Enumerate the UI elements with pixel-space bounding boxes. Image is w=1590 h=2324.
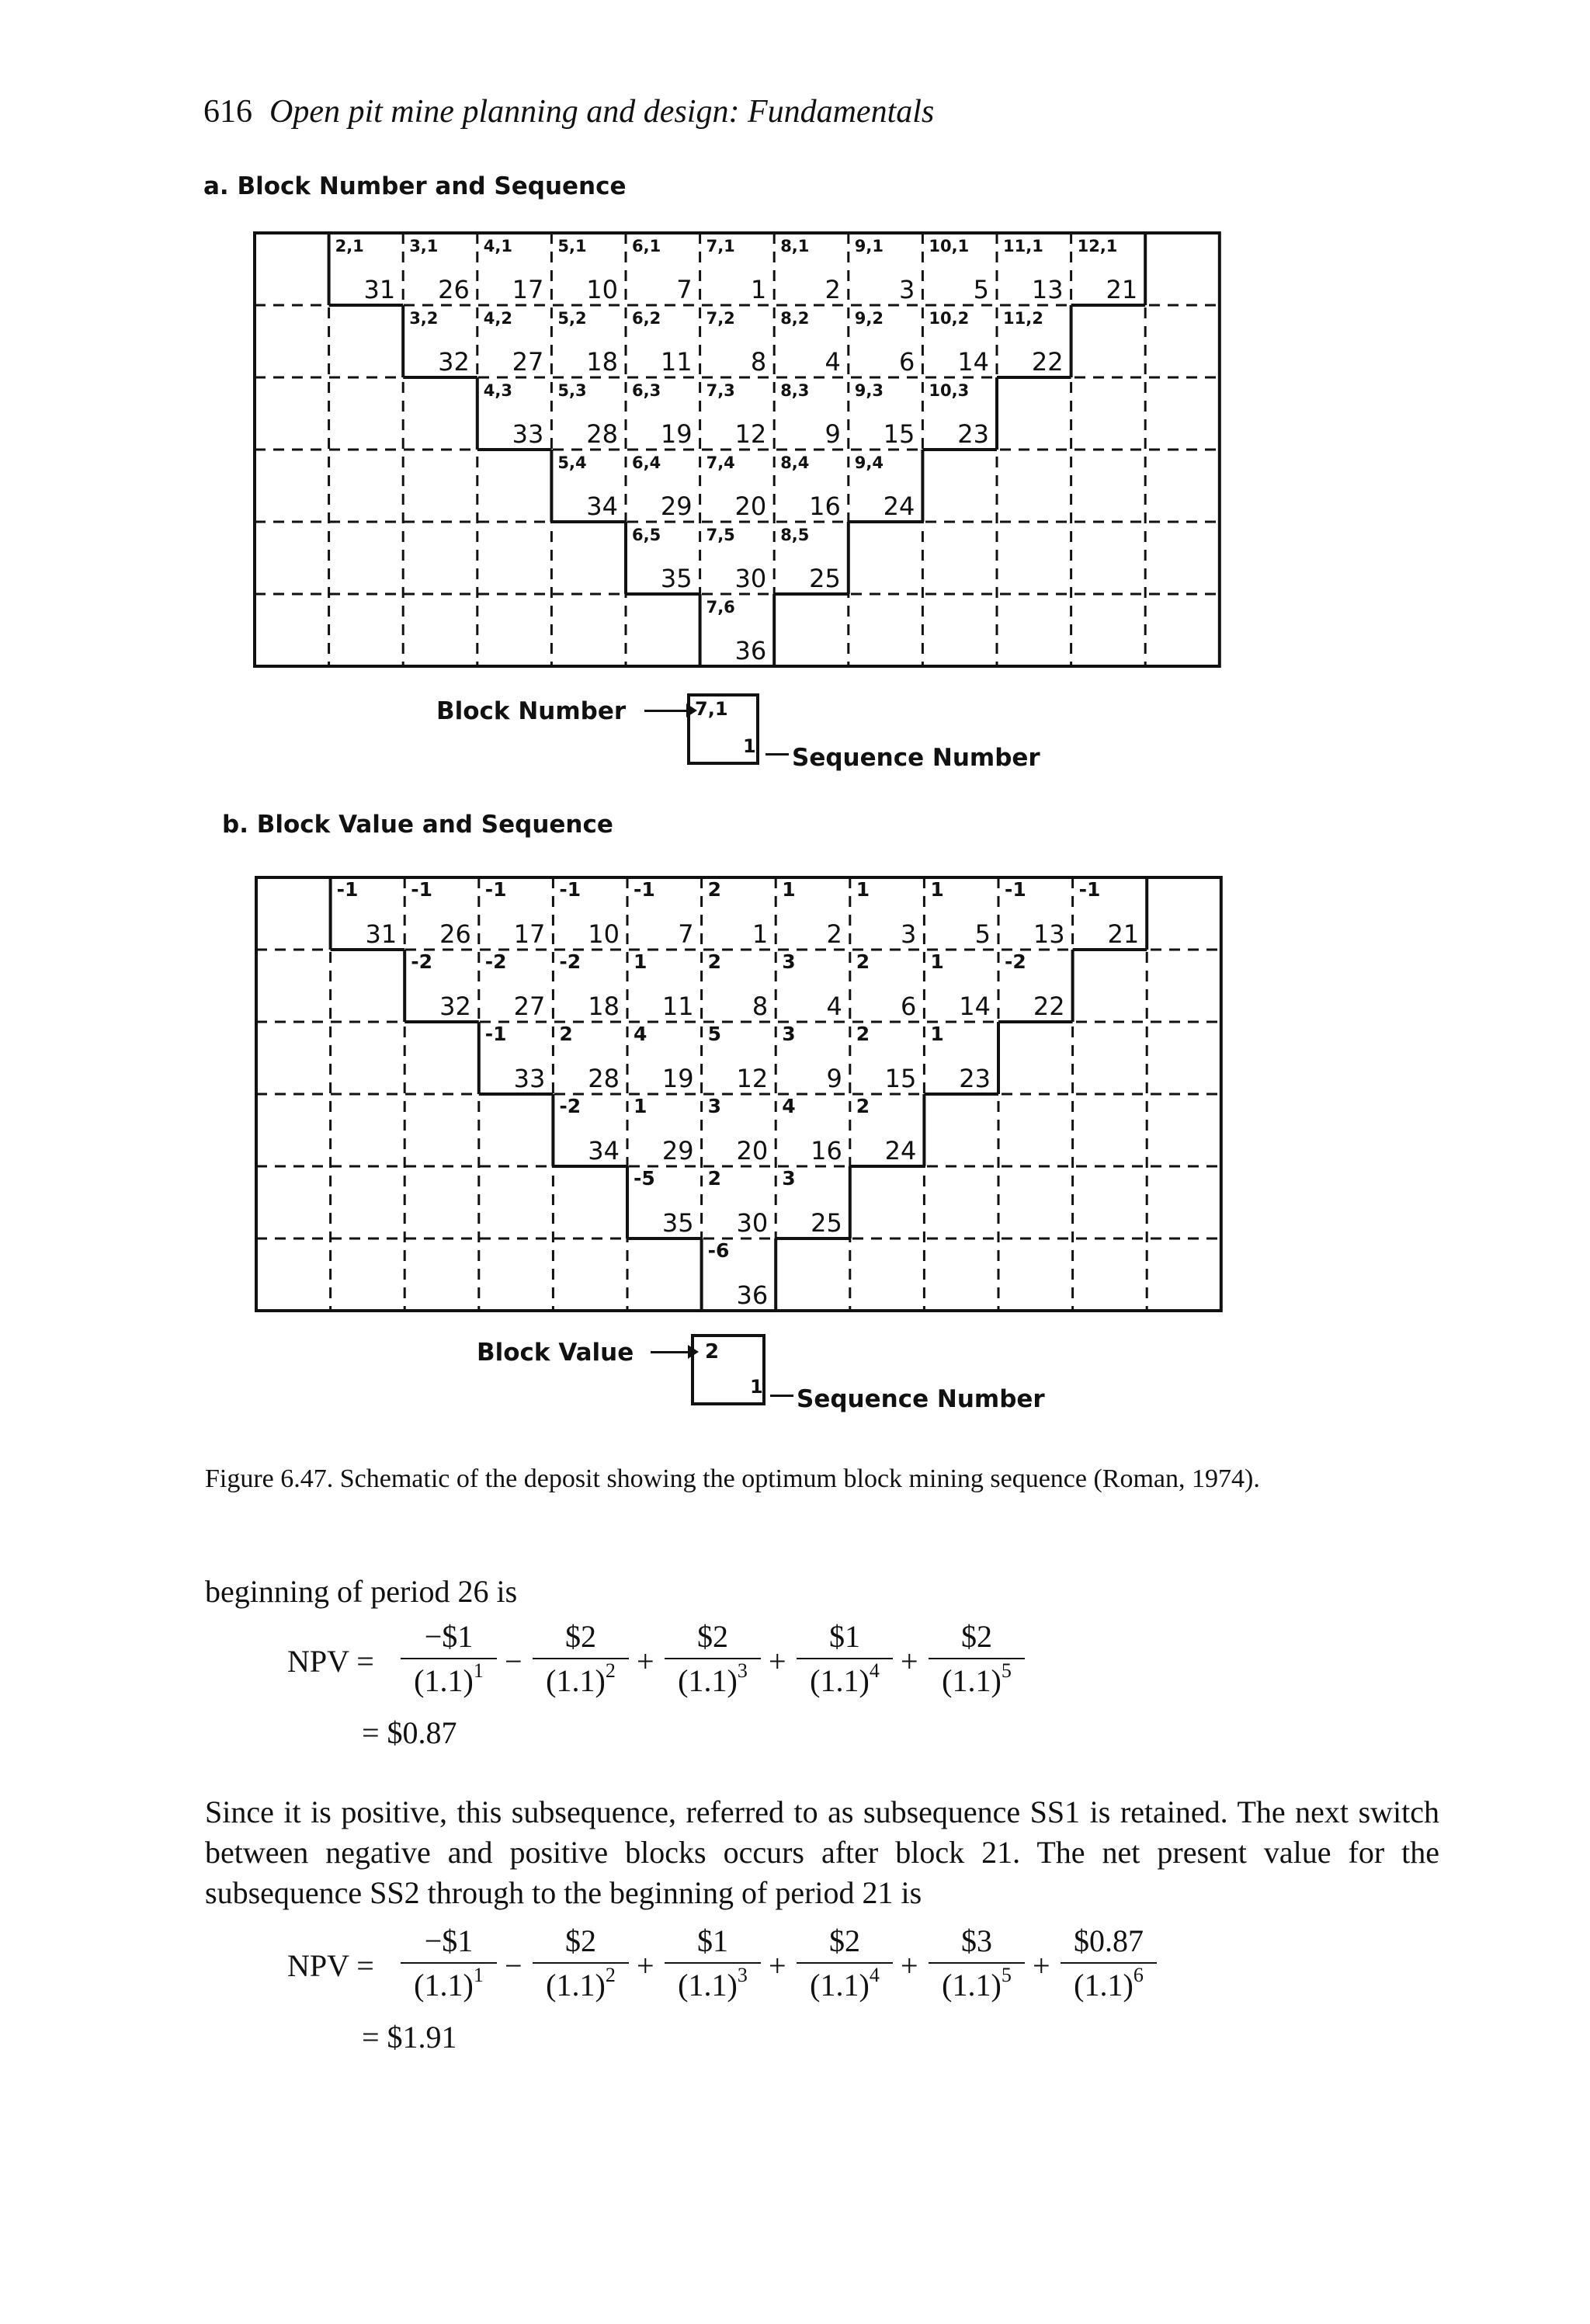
operator: + bbox=[769, 1644, 786, 1679]
npv-result: = $0.87 bbox=[362, 1715, 457, 1750]
block-sequence-label: 15 bbox=[883, 419, 915, 449]
legend-a-arrow2-shaft bbox=[765, 753, 789, 756]
block-id-label: 4,3 bbox=[483, 381, 513, 400]
block-sequence-label: 34 bbox=[588, 1136, 620, 1165]
block-sequence-label: 23 bbox=[957, 419, 989, 449]
operator: + bbox=[901, 1644, 918, 1679]
block-id-label: 6,4 bbox=[632, 453, 661, 472]
block-sequence-label: 31 bbox=[365, 919, 398, 949]
block-value-label: 1 bbox=[782, 878, 796, 901]
block-id-label: 7,1 bbox=[706, 237, 735, 255]
denominator: $(1.1)^1$ bbox=[414, 1964, 484, 2003]
block-sequence-label: 11 bbox=[660, 347, 693, 377]
block-sequence-label: 17 bbox=[513, 919, 546, 949]
block-value-label: 3 bbox=[782, 1167, 796, 1190]
block-id-label: 8,5 bbox=[780, 526, 810, 544]
block-sequence-label: 5 bbox=[974, 919, 991, 949]
block-id-label: 3,1 bbox=[409, 237, 439, 255]
block-sequence-label: 12 bbox=[734, 419, 767, 449]
block-sequence-label: 5 bbox=[973, 275, 989, 304]
block-id-label: 6,2 bbox=[632, 309, 661, 328]
block-sequence-label: 35 bbox=[660, 564, 693, 593]
block-sequence-label: 31 bbox=[363, 275, 396, 304]
block-id-label: 11,1 bbox=[1003, 237, 1043, 255]
block-sequence-label: 35 bbox=[661, 1208, 694, 1238]
block-id-label: 8,2 bbox=[780, 309, 810, 328]
block-value-label: 2 bbox=[856, 1023, 870, 1045]
fraction-term bbox=[665, 1618, 761, 1699]
block-value-label: -2 bbox=[411, 950, 432, 973]
block-sequence-label: 26 bbox=[438, 275, 470, 304]
operator: − bbox=[505, 1948, 522, 1983]
block-sequence-label: 8 bbox=[750, 347, 767, 377]
block-grid-a bbox=[255, 233, 1220, 666]
denominator: $(1.1)^2$ bbox=[546, 1659, 616, 1698]
block-sequence-label: 1 bbox=[752, 919, 769, 949]
block-value-label: 5 bbox=[707, 1023, 722, 1045]
block-value-label: 1 bbox=[634, 950, 647, 973]
block-sequence-label: 10 bbox=[588, 919, 620, 949]
operator: + bbox=[637, 1948, 654, 1983]
block-sequence-label: 20 bbox=[734, 492, 767, 521]
block-value-label: 1 bbox=[930, 1023, 944, 1045]
npv-lhs: NPV = bbox=[287, 1948, 374, 1983]
denominator: $(1.1)^3$ bbox=[678, 1659, 748, 1698]
block-id-label: 10,1 bbox=[929, 237, 970, 255]
block-sequence-label: 29 bbox=[661, 1136, 694, 1165]
block-sequence-label: 1 bbox=[750, 275, 767, 304]
legend-b-block-value: 2 bbox=[705, 1340, 720, 1363]
operator: + bbox=[1033, 1948, 1050, 1983]
block-id-label: 5,3 bbox=[557, 381, 587, 400]
block-sequence-label: 36 bbox=[734, 636, 767, 665]
block-id-label: 6,1 bbox=[632, 237, 661, 255]
block-id-label: 10,2 bbox=[929, 309, 970, 328]
block-value-label: 2 bbox=[707, 878, 722, 901]
legend-a-arrow-shaft bbox=[644, 710, 686, 712]
block-value-label: 2 bbox=[856, 950, 870, 973]
panel-b-title: b. Block Value and Sequence bbox=[222, 811, 613, 839]
numerator: $1 bbox=[697, 1923, 728, 1958]
legend-b-arrow2-shaft bbox=[770, 1395, 793, 1397]
block-id-label: 9,2 bbox=[854, 309, 884, 328]
fraction-term bbox=[1061, 1923, 1157, 2003]
block-id-label: 5,4 bbox=[557, 453, 587, 472]
numerator: $0.87 bbox=[1074, 1923, 1144, 1958]
block-sequence-label: 14 bbox=[957, 347, 989, 377]
block-value-label: -2 bbox=[559, 950, 581, 973]
block-sequence-label: 16 bbox=[811, 1136, 842, 1165]
block-id-label: 2,1 bbox=[335, 237, 364, 255]
block-value-label: 4 bbox=[782, 1095, 796, 1117]
block-value-label: -1 bbox=[559, 878, 581, 901]
block-sequence-label: 28 bbox=[588, 1064, 620, 1093]
block-sequence-label: 3 bbox=[899, 275, 915, 304]
block-sequence-label: 25 bbox=[809, 564, 841, 593]
block-value-label: 3 bbox=[782, 950, 796, 973]
block-id-label: 7,2 bbox=[706, 309, 735, 328]
block-sequence-label: 33 bbox=[513, 1064, 546, 1093]
block-value-label: -2 bbox=[1005, 950, 1026, 973]
fraction-term bbox=[929, 1923, 1025, 2003]
block-id-label: 6,5 bbox=[632, 526, 661, 544]
fraction-term bbox=[665, 1923, 761, 2003]
legend-b-sample-block bbox=[691, 1334, 765, 1405]
block-sequence-label: 18 bbox=[588, 992, 620, 1021]
legend-a-block-number-label: Block Number bbox=[436, 697, 627, 725]
block-value-label: -1 bbox=[336, 878, 359, 901]
block-sequence-label: 32 bbox=[439, 992, 471, 1021]
numerator: $2 bbox=[565, 1923, 596, 1958]
block-id-label: 9,4 bbox=[854, 453, 884, 472]
block-id-label: 8,3 bbox=[780, 381, 810, 400]
legend-a-block-id: 7,1 bbox=[695, 698, 728, 720]
numerator: $2 bbox=[829, 1923, 860, 1958]
fraction-term bbox=[401, 1923, 497, 2003]
block-sequence-label: 4 bbox=[826, 992, 842, 1021]
block-sequence-label: 32 bbox=[438, 347, 470, 377]
block-sequence-label: 6 bbox=[901, 992, 917, 1021]
block-id-label: 11,2 bbox=[1003, 309, 1043, 328]
fraction-term bbox=[533, 1923, 629, 2003]
block-id-label: 5,2 bbox=[557, 309, 587, 328]
block-sequence-label: 19 bbox=[660, 419, 693, 449]
block-sequence-label: 34 bbox=[586, 492, 618, 521]
block-sequence-label: 21 bbox=[1107, 919, 1140, 949]
block-value-label: -5 bbox=[634, 1167, 655, 1190]
block-value-label: -2 bbox=[484, 950, 507, 973]
block-sequence-label: 7 bbox=[676, 275, 693, 304]
block-sequence-label: 28 bbox=[586, 419, 618, 449]
block-sequence-label: 24 bbox=[884, 1136, 917, 1165]
block-value-label: -1 bbox=[411, 878, 432, 901]
block-id-label: 9,3 bbox=[854, 381, 884, 400]
block-id-label: 3,2 bbox=[409, 309, 439, 328]
numerator: $2 bbox=[961, 1619, 992, 1654]
block-id-label: 5,1 bbox=[557, 237, 587, 255]
block-value-label: 2 bbox=[707, 950, 722, 973]
fraction-term bbox=[797, 1923, 893, 2003]
legend-b-block-value-label: Block Value bbox=[477, 1339, 634, 1367]
denominator: $(1.1)^2$ bbox=[546, 1964, 616, 2003]
block-sequence-label: 2 bbox=[826, 919, 842, 949]
denominator: $(1.1)^3$ bbox=[678, 1964, 748, 2003]
block-sequence-label: 21 bbox=[1106, 275, 1138, 304]
block-sequence-label: 17 bbox=[512, 275, 544, 304]
block-value-label: -1 bbox=[1078, 878, 1101, 901]
book-title: Open pit mine planning and design bbox=[269, 94, 729, 130]
numerator: $1 bbox=[829, 1619, 860, 1654]
block-id-label: 8,4 bbox=[780, 453, 810, 472]
block-sequence-label: 22 bbox=[1033, 992, 1065, 1021]
block-sequence-label: 7 bbox=[678, 919, 694, 949]
denominator: $(1.1)^6$ bbox=[1074, 1964, 1144, 2003]
block-sequence-label: 3 bbox=[901, 919, 917, 949]
npv-lhs: NPV = bbox=[287, 1644, 374, 1679]
legend-a-seq: 1 bbox=[743, 735, 756, 757]
block-value-label: 3 bbox=[707, 1095, 722, 1117]
lead-text: beginning of period 26 is bbox=[205, 1574, 518, 1609]
block-id-label: 12,1 bbox=[1077, 237, 1118, 255]
block-value-label: 2 bbox=[856, 1095, 870, 1117]
block-sequence-label: 23 bbox=[959, 1064, 991, 1093]
operator: + bbox=[637, 1644, 654, 1679]
block-id-label: 7,3 bbox=[706, 381, 735, 400]
operator: + bbox=[769, 1948, 786, 1983]
block-sequence-label: 11 bbox=[661, 992, 694, 1021]
body-paragraph: Since it is positive, this subsequence, referred to as subsequence SS1 is retained. The next switch between negative and positive blocks occurs after block 21. The net present value for the subsequence SS2 through to the beginning of period 21 is bbox=[205, 1794, 1439, 1910]
fraction-term bbox=[401, 1618, 497, 1699]
block-sequence-label: 6 bbox=[899, 347, 915, 377]
legend-b-arrow-shaft bbox=[651, 1351, 688, 1353]
figure-caption: Figure 6.47. Schematic of the deposit showing the optimum block mining sequence (Roman, 1974). bbox=[205, 1464, 1260, 1493]
block-sequence-label: 30 bbox=[734, 564, 767, 593]
legend-a-sample-block bbox=[687, 693, 759, 765]
block-sequence-label: 8 bbox=[752, 992, 769, 1021]
block-value-label: 3 bbox=[782, 1023, 796, 1045]
block-sequence-label: 26 bbox=[439, 919, 471, 949]
block-id-label: 7,5 bbox=[706, 526, 735, 544]
block-id-label: 7,4 bbox=[706, 453, 735, 472]
operator: + bbox=[901, 1948, 918, 1983]
numerator: −$1 bbox=[424, 1923, 474, 1958]
block-sequence-label: 27 bbox=[513, 992, 546, 1021]
npv-result: = $1.91 bbox=[362, 2020, 457, 2055]
block-sequence-label: 9 bbox=[825, 419, 841, 449]
block-sequence-label: 14 bbox=[959, 992, 991, 1021]
block-id-label: 10,3 bbox=[929, 381, 970, 400]
panel-a-title: a. Block Number and Sequence bbox=[203, 172, 627, 200]
block-sequence-label: 13 bbox=[1031, 275, 1064, 304]
block-value-label: 1 bbox=[930, 878, 944, 901]
block-id-label: 8,1 bbox=[780, 237, 810, 255]
block-value-label: 4 bbox=[634, 1023, 647, 1045]
block-value-label: -1 bbox=[634, 878, 655, 901]
block-grid-b bbox=[256, 877, 1221, 1311]
block-value-label: 2 bbox=[559, 1023, 573, 1045]
block-value-label: 2 bbox=[707, 1167, 722, 1190]
block-sequence-label: 22 bbox=[1031, 347, 1064, 377]
block-sequence-label: 33 bbox=[512, 419, 544, 449]
block-sequence-label: 30 bbox=[736, 1208, 769, 1238]
block-sequence-label: 12 bbox=[736, 1064, 769, 1093]
block-sequence-label: 29 bbox=[660, 492, 693, 521]
block-sequence-label: 19 bbox=[661, 1064, 694, 1093]
legend-a-sequence-number-label: Sequence Number bbox=[792, 744, 1040, 772]
denominator: $(1.1)^5$ bbox=[942, 1964, 1012, 2003]
numerator: −$1 bbox=[424, 1619, 474, 1654]
operator: − bbox=[505, 1644, 522, 1679]
block-value-label: -6 bbox=[707, 1239, 730, 1262]
denominator: $(1.1)^4$ bbox=[810, 1964, 880, 2003]
numerator: $3 bbox=[961, 1923, 992, 1958]
numerator: $2 bbox=[565, 1619, 596, 1654]
block-value-label: -1 bbox=[1005, 878, 1026, 901]
block-sequence-label: 16 bbox=[809, 492, 841, 521]
block-sequence-label: 25 bbox=[811, 1208, 842, 1238]
block-value-label: 1 bbox=[930, 950, 944, 973]
fraction-term bbox=[533, 1618, 629, 1699]
block-value-label: 1 bbox=[856, 878, 870, 901]
block-sequence-label: 10 bbox=[586, 275, 618, 304]
block-value-label: 1 bbox=[634, 1095, 647, 1117]
denominator: $(1.1)^1$ bbox=[414, 1659, 484, 1698]
block-sequence-label: 2 bbox=[825, 275, 841, 304]
page-number: 616 bbox=[203, 94, 252, 130]
block-sequence-label: 18 bbox=[586, 347, 618, 377]
block-sequence-label: 24 bbox=[883, 492, 915, 521]
block-sequence-label: 13 bbox=[1033, 919, 1065, 949]
block-value-label: -2 bbox=[559, 1095, 581, 1117]
block-id-label: 7,6 bbox=[706, 598, 735, 617]
fraction-term bbox=[929, 1618, 1025, 1699]
fraction-term bbox=[797, 1618, 893, 1699]
block-sequence-label: 20 bbox=[736, 1136, 769, 1165]
legend-b-sequence-number-label: Sequence Number bbox=[797, 1385, 1045, 1413]
block-sequence-label: 27 bbox=[512, 347, 544, 377]
block-value-label: -1 bbox=[484, 878, 507, 901]
book-subtitle: : Fundamentals bbox=[728, 94, 935, 130]
block-sequence-label: 15 bbox=[884, 1064, 917, 1093]
numerator: $2 bbox=[697, 1619, 728, 1654]
legend-b-seq: 1 bbox=[750, 1376, 763, 1398]
denominator: $(1.1)^5$ bbox=[942, 1659, 1012, 1698]
block-sequence-label: 9 bbox=[826, 1064, 842, 1093]
block-id-label: 6,3 bbox=[632, 381, 661, 400]
block-sequence-label: 36 bbox=[736, 1280, 769, 1310]
block-sequence-label: 4 bbox=[825, 347, 841, 377]
block-id-label: 4,1 bbox=[483, 237, 513, 255]
block-value-label: -1 bbox=[484, 1023, 507, 1045]
block-id-label: 4,2 bbox=[483, 309, 513, 328]
block-id-label: 9,1 bbox=[854, 237, 884, 255]
denominator: $(1.1)^4$ bbox=[810, 1659, 880, 1698]
